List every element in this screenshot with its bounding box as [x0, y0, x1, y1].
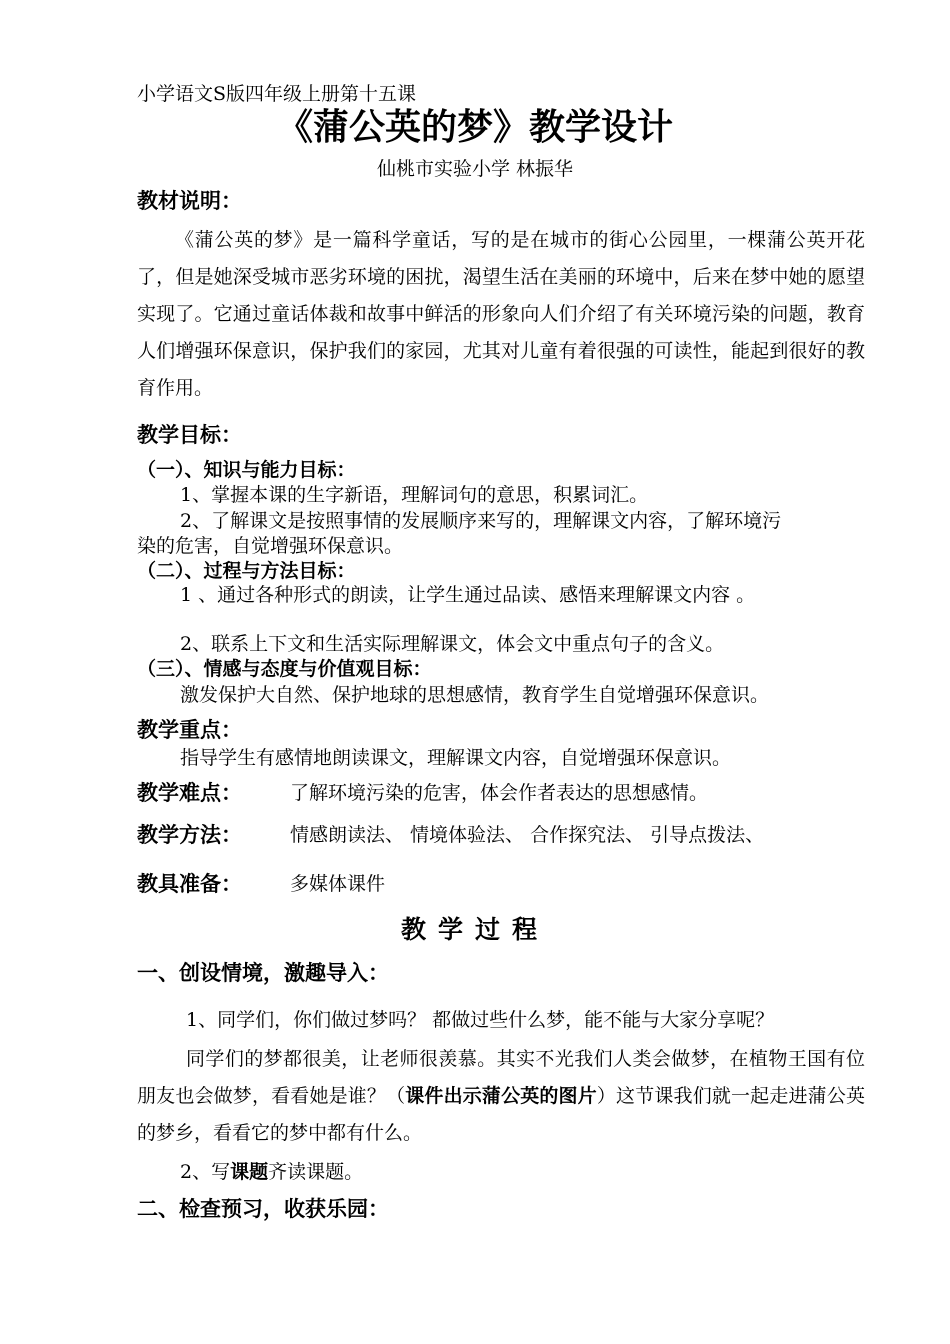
goal3-title: （三）、情感与态度与价值观目标：	[137, 658, 432, 680]
step1-item2	[180, 1160, 363, 1184]
step1-item2-topic: 课题	[230, 1161, 269, 1183]
step1-item1: 1、同学们，你们做过梦吗？ 都做过些什么梦，能不能与大家分享呢？	[186, 1009, 775, 1031]
goal1-item2-line1: 2、了解课文是按照事情的发展顺序来写的，理解课文内容，了解环境污	[180, 510, 782, 532]
goal2-item1: 1 、通过各种形式的朗读，让学生通过品读、感悟来理解课文内容 。	[180, 584, 756, 606]
goal1-title: （一）、知识与能力目标：	[137, 459, 356, 481]
process-title: 教学过程	[400, 915, 549, 944]
key-heading: 教学重点：	[137, 718, 242, 742]
goals-heading: 教学目标：	[137, 423, 242, 447]
key-text: 指导学生有感情地朗读课文，理解课文内容，自觉增强环保意识。	[180, 747, 732, 769]
material-paragraph: 《蒲公英的梦》是一篇科学童话，写的是在城市的街心公园里，一棵蒲公英开花了，但是她深受城市恶劣环境的困扰，渴望生活在美丽的环境中，后来在梦中她的愿望实现了。它通过童话体裁和故事中鲜活的形象向人们介绍了有关环境污染的问题，教育人们增强环保意识，保护我们的家园，尤其对儿童有着很强的可读性，能起到很好的教育作用。	[137, 229, 865, 399]
difficulty-text: 了解环境污染的危害，体会作者表达的思想感情。	[290, 782, 709, 804]
step1-item2-number: 2、写	[180, 1161, 231, 1183]
goal3-item1: 激发保护大自然、保护地球的思想感情，教育学生自觉增强环保意识。	[180, 684, 770, 706]
step1-item2-rest: 齐读课题。	[268, 1161, 364, 1183]
difficulty-heading: 教学难点：	[137, 781, 242, 805]
method-text: 情感朗读法、 情境体验法、 合作探究法、 引导点拨法、	[290, 824, 765, 846]
step1-paragraph-part2: ）这节课我们就一起走进蒲公英的梦乡，看看它的梦中都有什么。	[137, 1085, 865, 1144]
goal2-title: （二）、过程与方法目标：	[137, 560, 356, 582]
step1-paragraph	[137, 1041, 865, 1155]
lesson-subtitle: 小学语文S版四年级上册第十五课	[137, 83, 417, 105]
goal1-item2-line2: 染的危害，自觉增强环保意识。	[137, 535, 404, 557]
step2-heading: 二、检查预习，收获乐园：	[137, 1197, 389, 1221]
tools-text: 多媒体课件	[290, 873, 386, 895]
method-heading: 教学方法：	[137, 823, 242, 847]
step1-paragraph-part1: 同学们的梦都很美，让老师很羡慕。其实不光我们人类会做梦，在植物王国有位朋友也会做梦，看看她是谁？（	[137, 1048, 865, 1107]
document-title: 《蒲公英的梦》教学设计	[276, 107, 673, 148]
step1-heading: 一、创设情境，激趣导入：	[137, 961, 389, 985]
courseware-note: 课件出示蒲公英的图片	[405, 1085, 597, 1107]
tools-heading: 教具准备：	[137, 872, 242, 896]
material-heading: 教材说明：	[137, 189, 242, 213]
goal1-item1: 1、掌握本课的生字新语，理解词句的意思，积累词汇。	[180, 484, 649, 506]
author-line: 仙桃市实验小学 林振华	[376, 158, 574, 180]
goal2-item2: 2、联系上下文和生活实际理解课文，体会文中重点句子的含义。	[180, 633, 725, 655]
